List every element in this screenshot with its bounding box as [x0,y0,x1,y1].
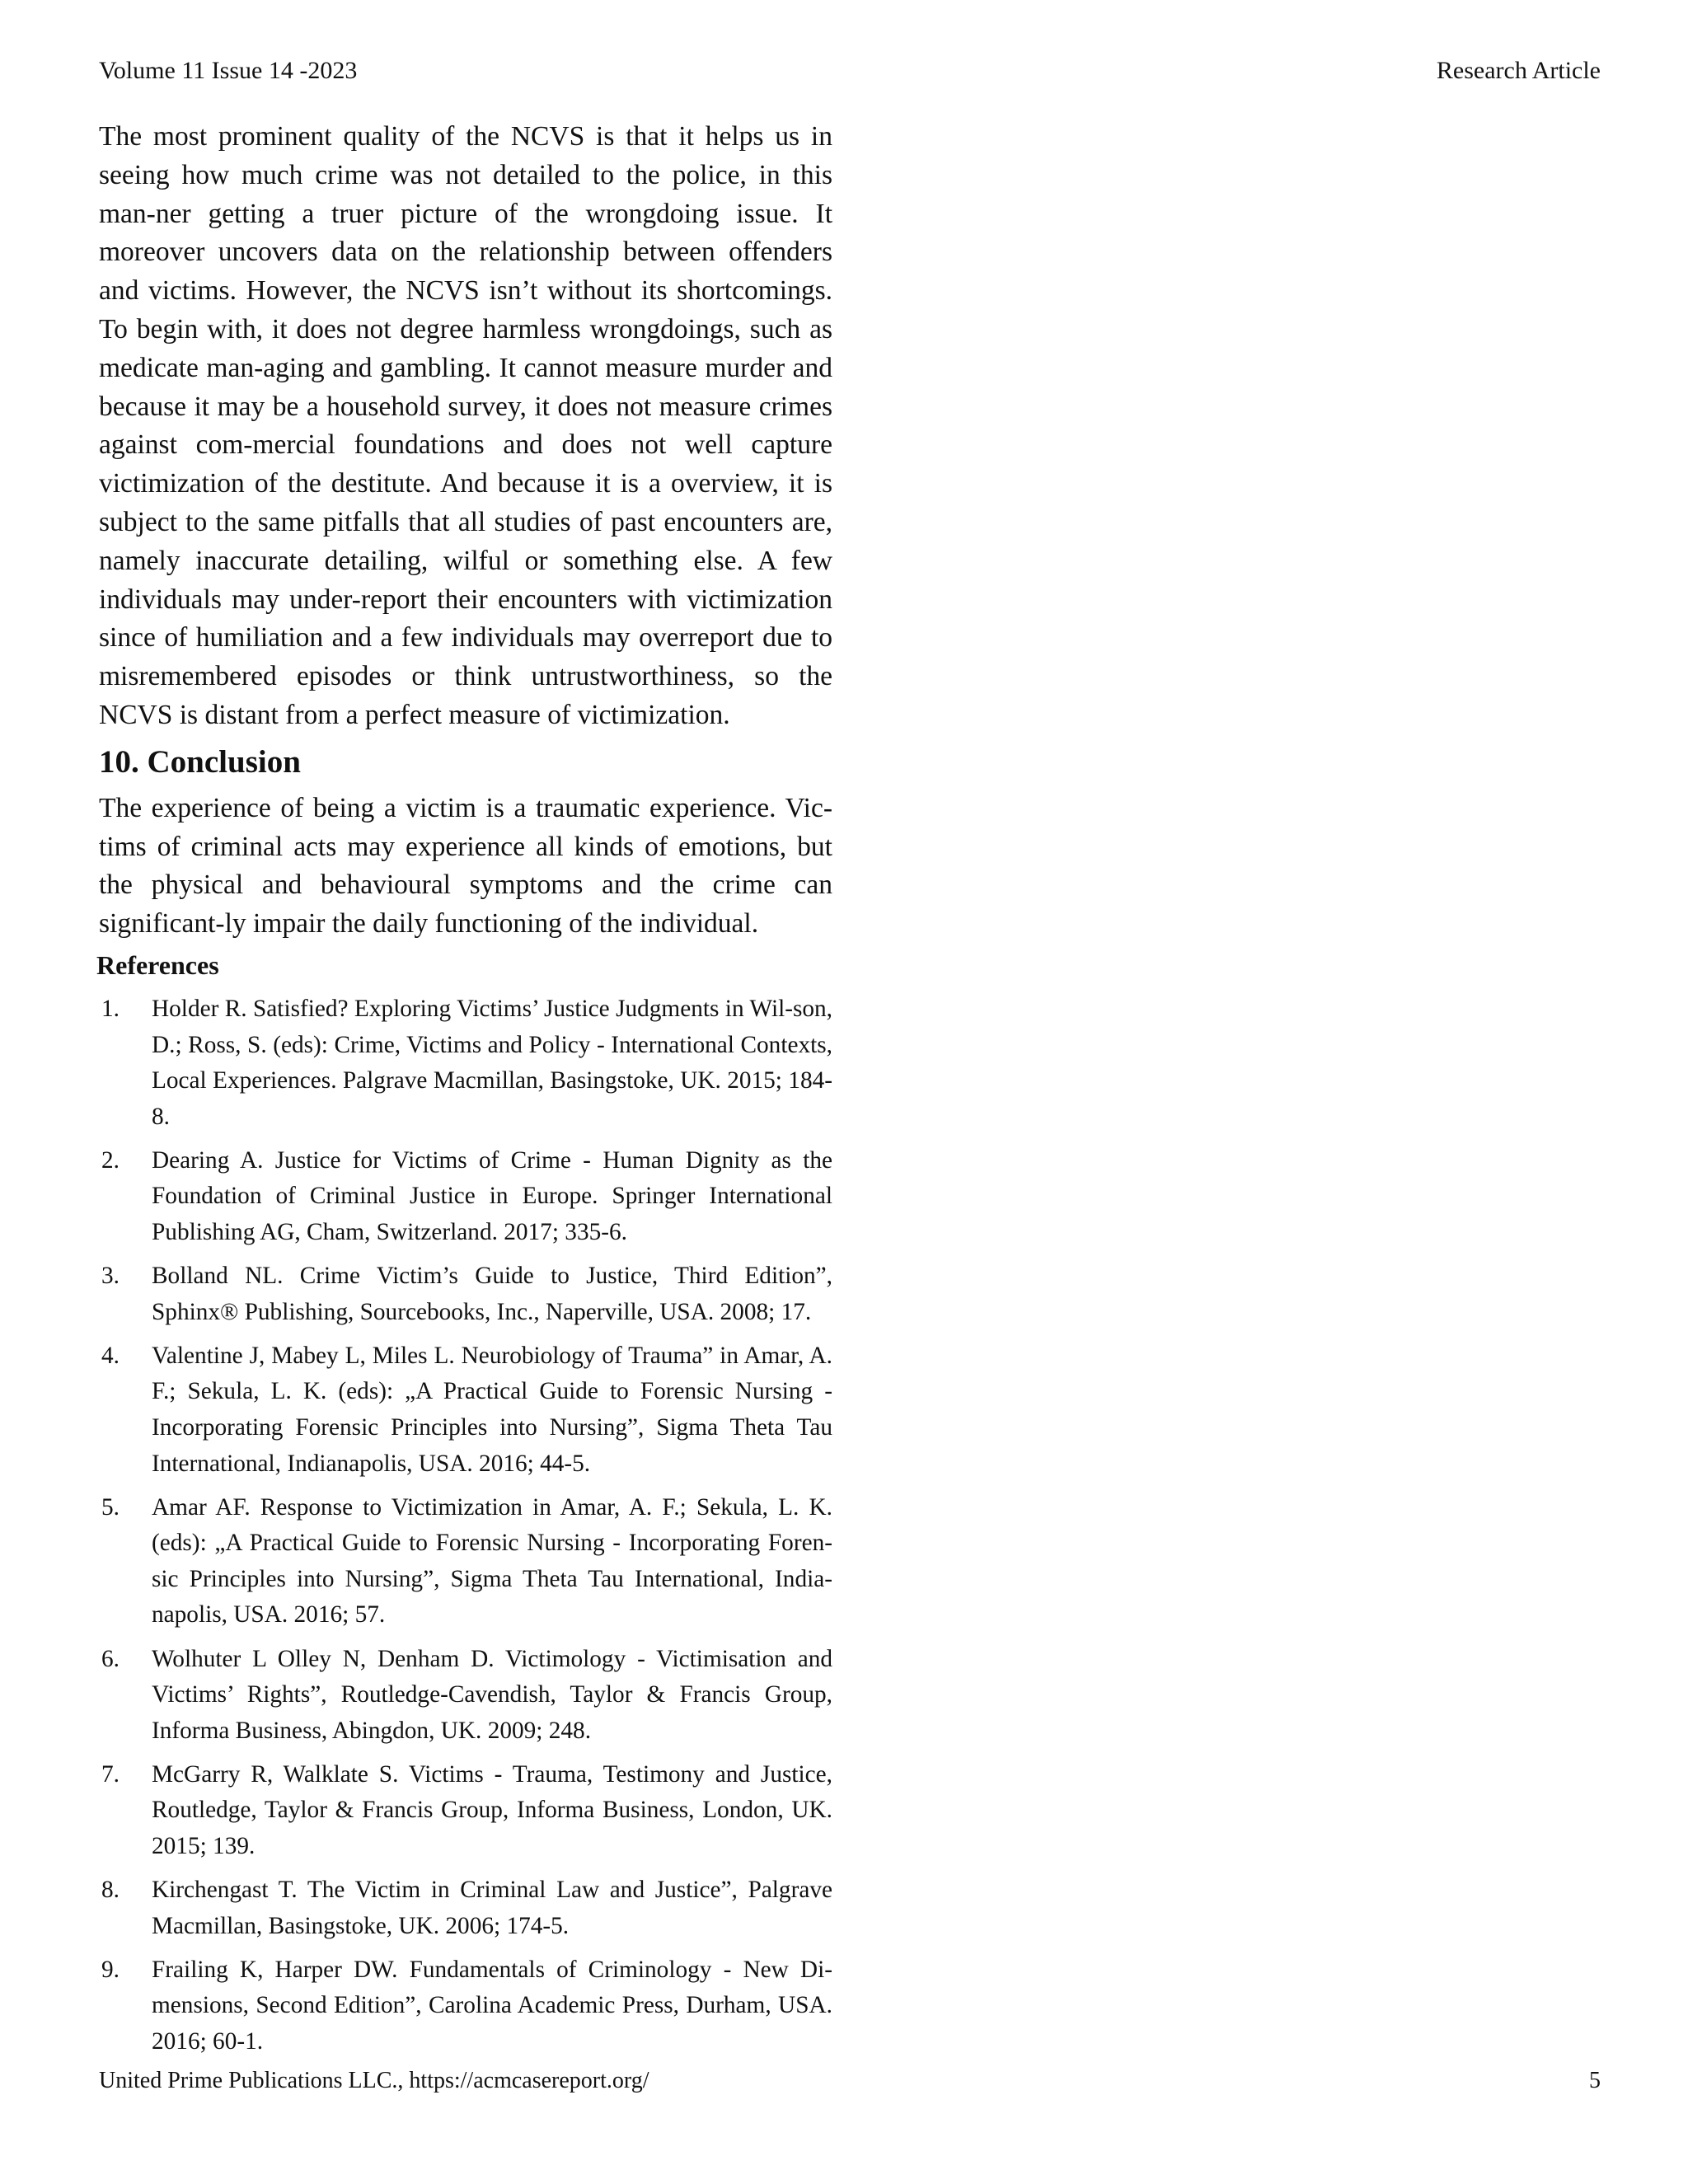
journal-volume: Volume 11 Issue 14 -2023 [99,57,358,84]
reference-item [99,1757,832,1865]
reference-item [99,1490,832,1633]
reference-text: Amar AF. Response to Victimization in Amar, A. F.; Sekula, L. K. (eds): „A Practical Guide to Forensic Nursing - Incorporating Foren-sic Principles into Nursing”, Sigma Theta Tau International, India-napolis, USA. 2016; 57. [152,1493,832,1629]
reference-item [99,1952,832,2060]
reference-text: Dearing A. Justice for Victims of Crime - Human Dignity as the Foundation of Criminal Justice in Europe. Springer International Publishing AG, Cham, Switzerland. 2017; 335-6. [152,1146,832,1245]
reference-number: 3. [101,1263,120,1290]
reference-item [99,1143,832,1251]
reference-item [99,1258,832,1330]
reference-number: 1. [101,995,120,1022]
reference-number: 5. [101,1493,120,1521]
reference-item [99,1338,832,1482]
reference-number: 2. [101,1146,120,1174]
reference-text: Kirchengast T. The Victim in Criminal Law and Justice”, Palgrave Macmillan, Basingstoke, UK. 2006; 174-5. [152,1877,832,1939]
publisher-footer: United Prime Publications LLC., https://acmcasereport.org/ [99,2068,649,2093]
reference-number: 4. [101,1342,120,1369]
reference-text: Frailing K, Harper DW. Fundamentals of Criminology - New Di-mensions, Second Edition”, Carolina Academic Press, Durham, USA. 2016; 60-1. [152,1956,832,2055]
page-number: 5 [1589,2068,1601,2093]
reference-text: Holder R. Satisfied? Exploring Victims’ Justice Judgments in Wil-son, D.; Ross, S. (eds): Crime, Victims and Policy - International Contexts, Local Experiences. Palgrave Macmillan, Basingstoke, UK. 2015; 184-8. [152,995,832,1130]
reference-item [99,1642,832,1750]
reference-text: Bolland NL. Crime Victim’s Guide to Justice, Third Edition”, Sphinx® Publishing, Sourcebooks, Inc., Naperville, USA. 2008; 17. [152,1263,832,1325]
body-paragraph: The most prominent quality of the NCVS is that it helps us in seeing how much crime was not detailed to the police, in this man-ner getting a truer picture of the wrongdoing issue. It moreover uncovers data on the relationship between offenders and victims. However, the NCVS isn’t without its shortcomings. To begin with, it does not degree harmless wrongdoings, such as medicate man-aging and gambling. It cannot measure murder and because it may be a household survey, it does not measure crimes against com-mercial foundations and does not well capture victimization of the destitute. And because it is a overview, it is subject to the same pitfalls that all studies of past encounters are, namely inaccurate detailing, wilful or something else. A few individuals may under-report their encounters with victimization since of humiliation and a few individuals may overreport due to misremembered episodes or think untrustworthiness, so the NCVS is distant from a perfect measure of victimization. [99,121,832,730]
reference-item [99,1872,832,1944]
section-heading-conclusion: 10. Conclusion [99,743,301,780]
main-column [96,118,832,2068]
reference-text: Valentine J, Mabey L, Miles L. Neurobiology of Trauma” in Amar, A. F.; Sekula, L. K. (eds): „A Practical Guide to Forensic Nursing - Incorporating Forensic Principles into Nursing”, Sigma Theta Tau International, Indianapolis, USA. 2016; 44-5. [152,1342,832,1477]
references-heading: References [96,949,219,980]
references-list [99,991,832,2060]
reference-number: 8. [101,1877,120,1904]
reference-number: 6. [101,1645,120,1672]
reference-number: 7. [101,1760,120,1788]
reference-text: McGarry R, Walklate S. Victims - Trauma, Testimony and Justice, Routledge, Taylor & Francis Group, Informa Business, London, UK. 2015; 139. [152,1760,832,1859]
reference-item [99,991,832,1135]
reference-number: 9. [101,1956,120,1983]
article-type: Research Article [1436,57,1601,84]
conclusion-paragraph: The experience of being a victim is a traumatic experience. Vic-tims of criminal acts may experience all kinds of emotions, but the physical and behavioural symptoms and the crime can significant-ly impair the daily functioning of the individual. [99,792,832,940]
reference-text: Wolhuter L Olley N, Denham D. Victimology - Victimisation and Victims’ Rights”, Routledge-Cavendish, Taylor & Francis Group, Informa Business, Abingdon, UK. 2009; 248. [152,1645,832,1744]
